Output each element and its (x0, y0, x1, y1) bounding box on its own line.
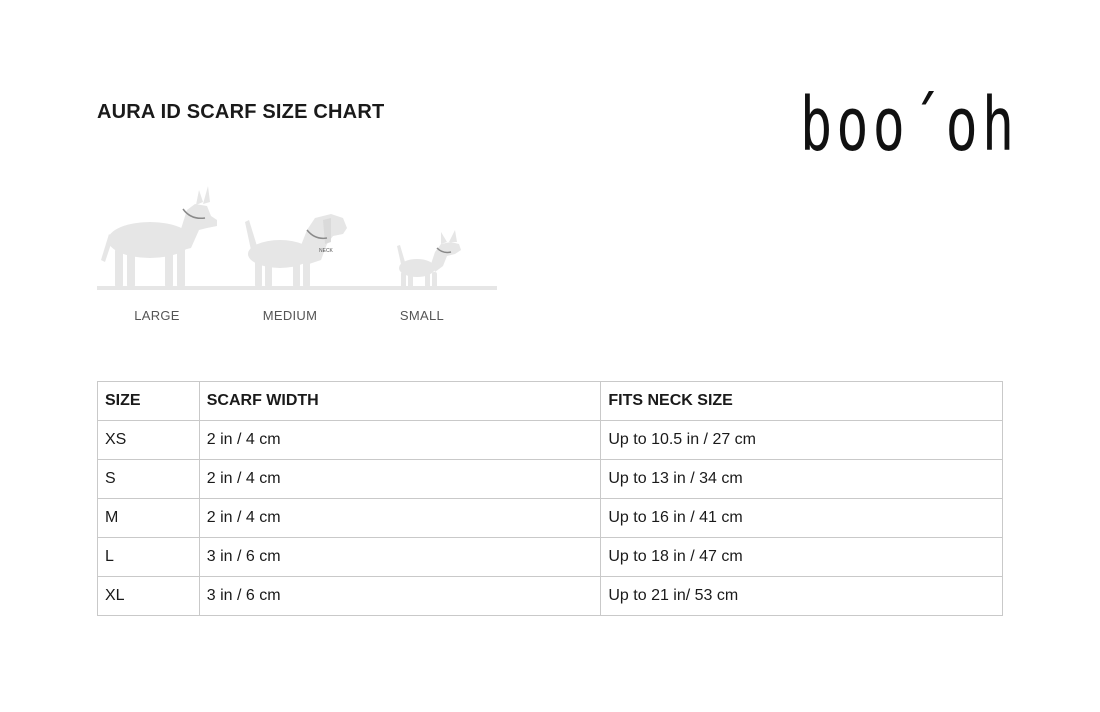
cell-size: XS (98, 421, 200, 460)
cell-scarf-width: 3 in / 6 cm (199, 577, 601, 616)
table-row (98, 538, 1003, 577)
cell-fits-neck-size: Up to 10.5 in / 27 cm (601, 421, 1003, 460)
cell-fits-neck-size: Up to 13 in / 34 cm (601, 460, 1003, 499)
cell-scarf-width: 2 in / 4 cm (199, 499, 601, 538)
table-row (98, 460, 1003, 499)
table-row (98, 499, 1003, 538)
header-scarf-width: SCARF WIDTH (199, 382, 601, 421)
cell-size: L (98, 538, 200, 577)
table-row (98, 421, 1003, 460)
header-fits-neck-size: FITS NECK SIZE (601, 382, 1003, 421)
large-dog-icon (101, 186, 217, 288)
small-dog-icon (397, 230, 461, 288)
table-row (98, 577, 1003, 616)
table-header-row (98, 382, 1003, 421)
neck-annotation: NECK (319, 248, 333, 254)
cell-size: XL (98, 577, 200, 616)
cell-scarf-width: 2 in / 4 cm (199, 460, 601, 499)
cell-scarf-width: 2 in / 4 cm (199, 421, 601, 460)
cell-size: S (98, 460, 200, 499)
cell-size: M (98, 499, 200, 538)
header-size: SIZE (98, 382, 200, 421)
dog-label-large: LARGE (134, 308, 180, 323)
dog-label-medium: MEDIUM (262, 308, 318, 323)
size-chart-table (97, 381, 1003, 616)
cell-fits-neck-size: Up to 21 in/ 53 cm (601, 577, 1003, 616)
page-title: AURA ID SCARF SIZE CHART (97, 101, 385, 123)
dog-size-illustration (95, 172, 500, 297)
cell-scarf-width: 3 in / 6 cm (199, 538, 601, 577)
cell-fits-neck-size: Up to 18 in / 47 cm (601, 538, 1003, 577)
cell-fits-neck-size: Up to 16 in / 41 cm (601, 499, 1003, 538)
brand-logo: boo´oh (800, 82, 1019, 168)
dog-label-small: SMALL (399, 308, 445, 323)
